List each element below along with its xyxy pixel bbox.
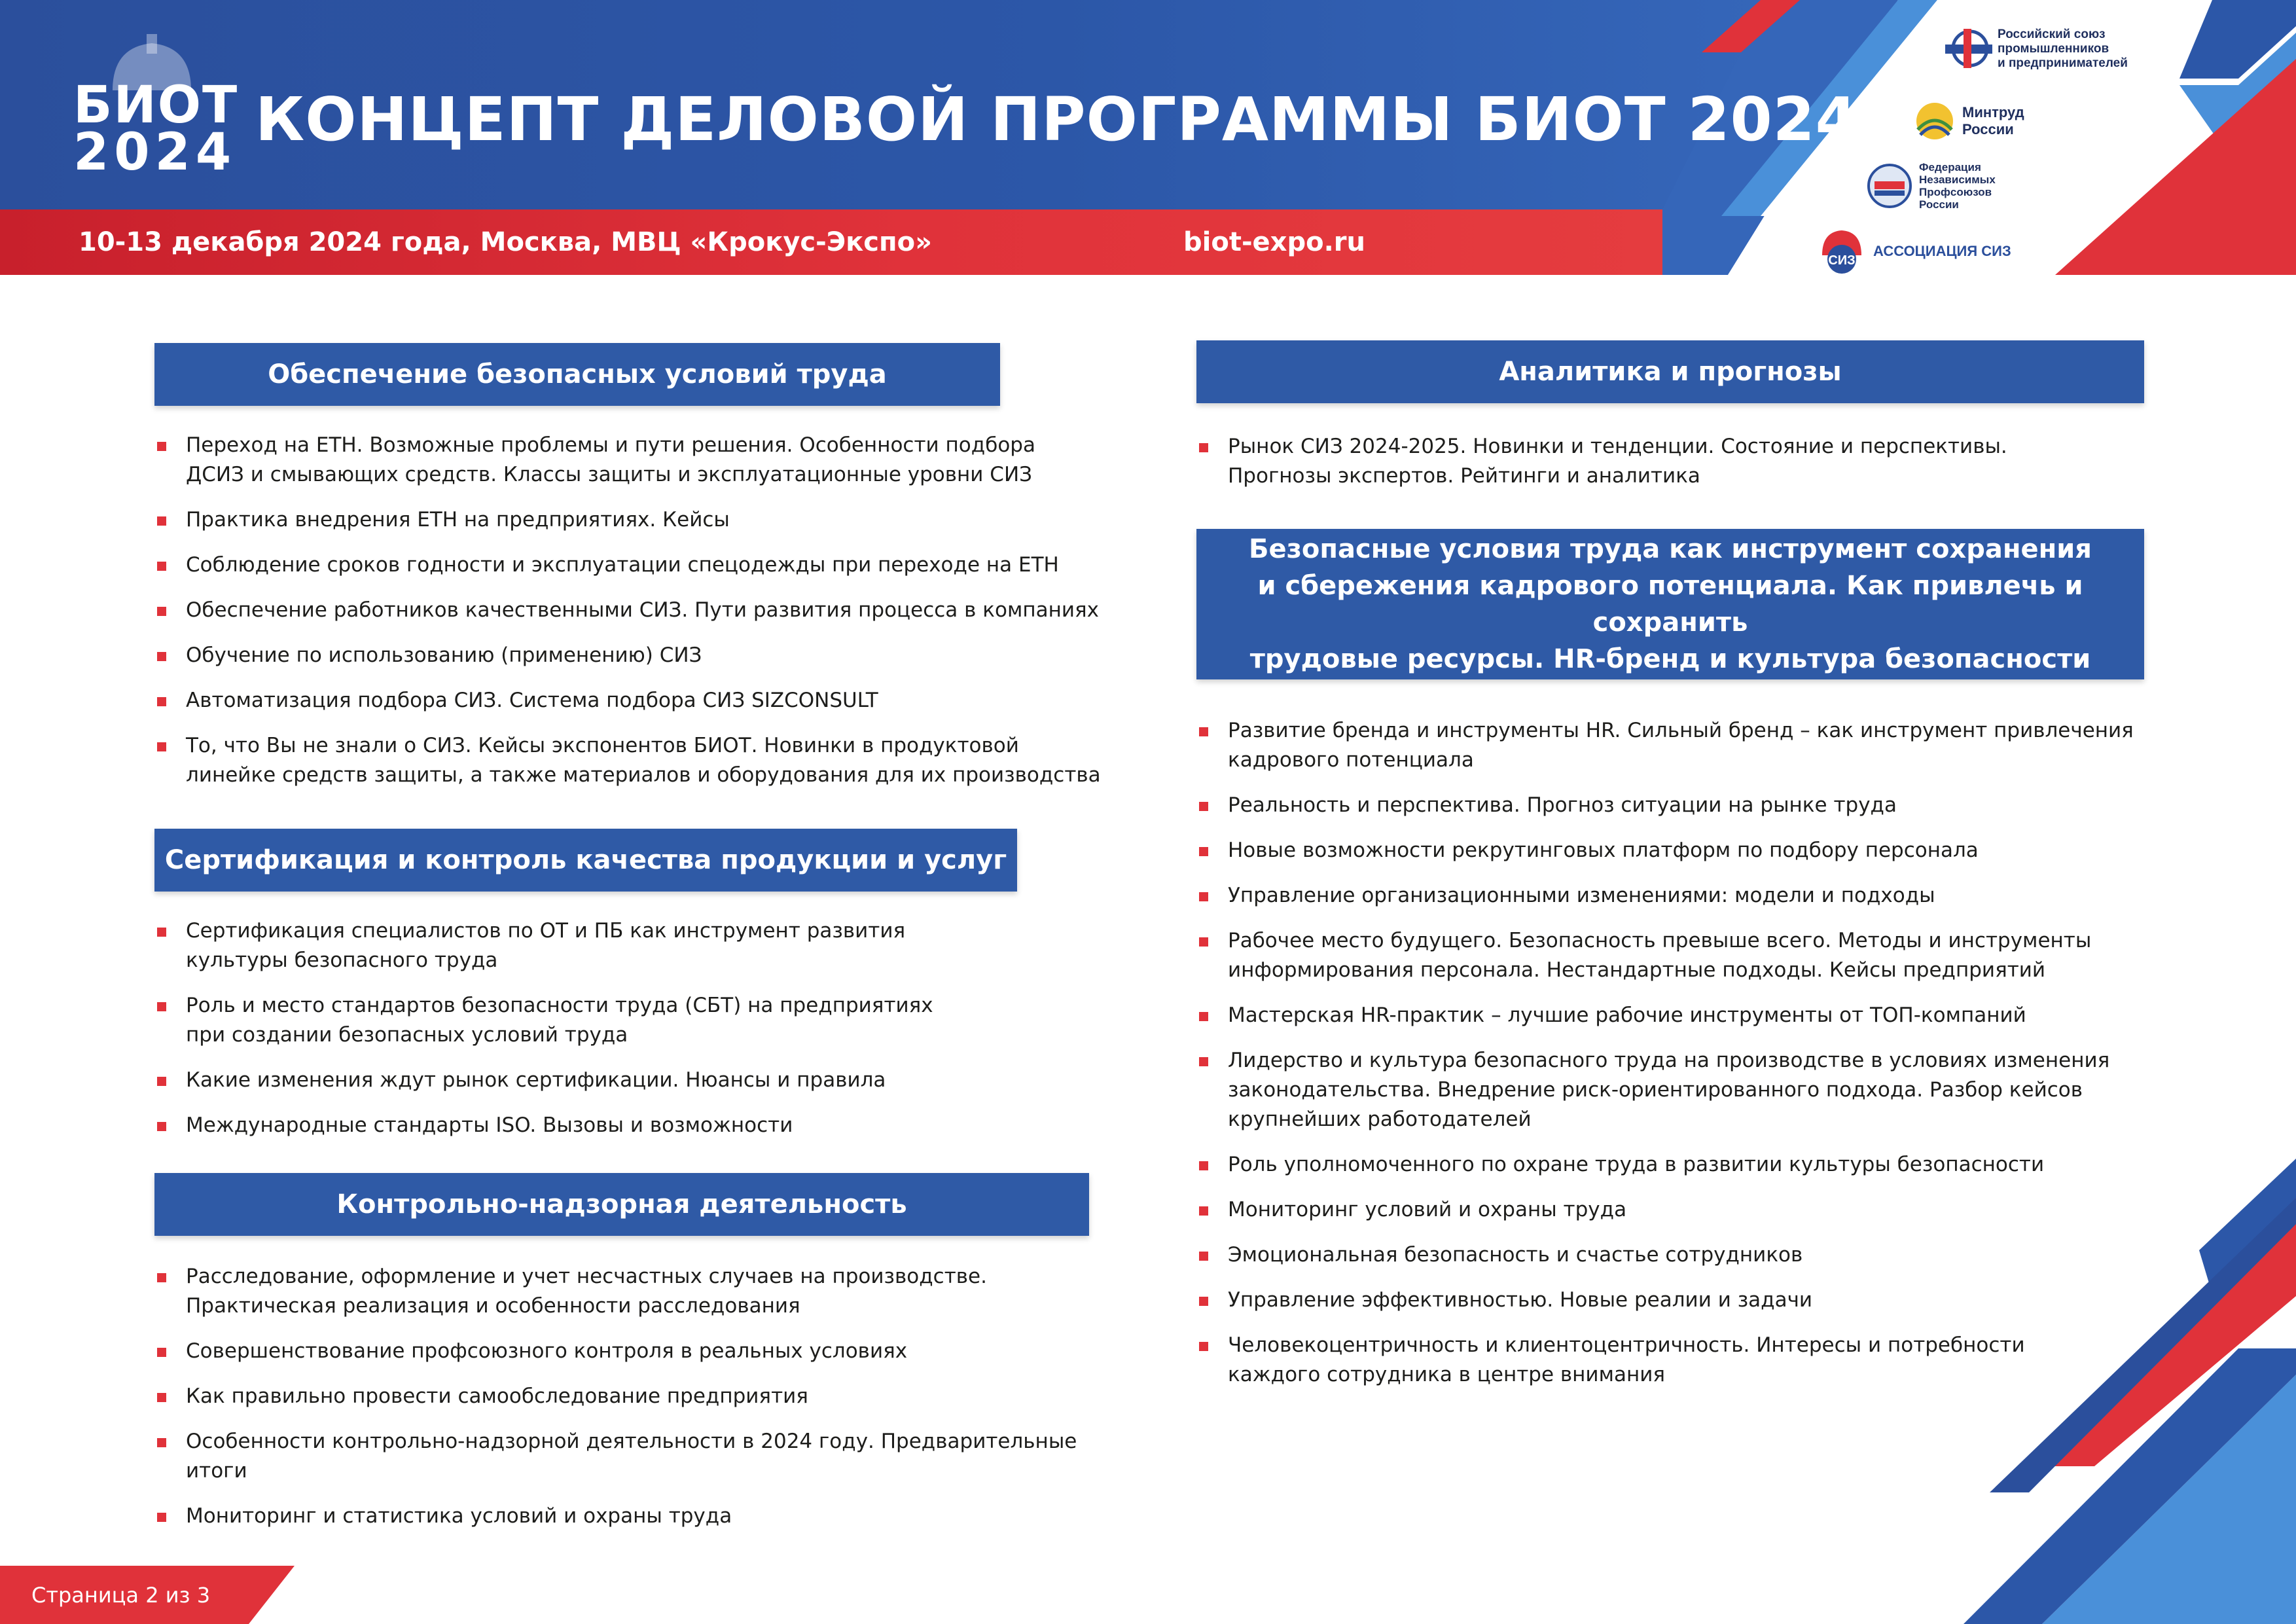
list-item: Человекоцентричность и клиентоцентричность. Интересы и потребности каждого сотрудника в центре внимания (1196, 1331, 2217, 1390)
bullet-icon (1199, 1161, 1208, 1170)
list-item: Рабочее место будущего. Безопасность превыше всего. Методы и инструменты информирования персонала. Нестандартные подходы. Кейсы предприятий (1196, 926, 2217, 985)
list-item: Особенности контрольно-надзорной деятельности в 2024 году. Предварительные итоги (154, 1427, 1136, 1486)
list-item: Международные стандарты ISO. Вызовы и возможности (154, 1111, 1136, 1140)
bullet-icon (1199, 727, 1208, 736)
section-heading-safe-conditions: Обеспечение безопасных условий труда (154, 343, 1000, 406)
corner-decorative-stripes (1964, 1100, 2296, 1624)
partner-name: Федерация Независимых Профсоюзов России (1919, 161, 1996, 211)
section-list-certification (154, 916, 1136, 1156)
list-item: Мониторинг и статистика условий и охраны труда (154, 1502, 1136, 1531)
svg-text:СИЗ: СИЗ (1828, 253, 1856, 268)
partner-fnpr (1865, 161, 1996, 211)
list-item: Обеспечение работников качественными СИЗ. Пути развития процесса в компаниях (154, 596, 1136, 625)
bullet-icon (157, 1077, 166, 1086)
event-details: 10-13 декабря 2024 года, Москва, МВЦ «Крокус-Экспо» (79, 227, 932, 257)
bullet-icon (157, 1438, 166, 1447)
bullet-icon (157, 516, 166, 526)
bullet-icon (1199, 1297, 1208, 1306)
fnpr-logo-icon (1865, 162, 1914, 210)
list-item: Управление организационными изменениями: модели и подходы (1196, 881, 2217, 911)
bullet-icon (157, 562, 166, 571)
partner-name: Российский союз промышленников и предпринимателей (1998, 27, 2128, 70)
list-item: Мастерская HR-практик – лучшие рабочие инструменты от ТОП-компаний (1196, 1001, 2217, 1030)
bullet-icon (1199, 1206, 1208, 1216)
list-item: Соблюдение сроков годности и эксплуатации спецодежды при переходе на ЕТН (154, 550, 1136, 580)
bullet-icon (157, 1513, 166, 1522)
page-title: КОНЦЕПТ ДЕЛОВОЙ ПРОГРАММЫ БИОТ 2024 (255, 84, 1858, 154)
bullet-icon (157, 652, 166, 661)
bullet-icon (157, 1348, 166, 1357)
list-item: Роль уполномоченного по охране труда в развитии культуры безопасности (1196, 1150, 2217, 1180)
logo-year: 2024 (73, 123, 237, 182)
section-heading-hr-brand: Безопасные условия труда как инструмент сохранения и сбережения кадрового потенциала. Как привлечь и сохранить трудовые ресурсы. HR-бренд и культура безопасности (1196, 529, 2144, 679)
siz-association-logo-icon (1817, 226, 1867, 276)
bullet-icon (1199, 1342, 1208, 1351)
bullet-icon (1199, 443, 1208, 452)
bullet-icon (1199, 892, 1208, 901)
list-item: Расследование, оформление и учет несчастных случаев на производстве. Практическая реализация и особенности расследования (154, 1262, 1136, 1321)
bullet-icon (157, 607, 166, 616)
bullet-icon (1199, 1057, 1208, 1066)
logo-title: БИОТ (73, 76, 239, 135)
list-item: Лидерство и культура безопасного труда на производстве в условиях изменения законодательства. Внедрение риск-ориентированного подхода. Разбор кейсов крупнейших работодателей (1196, 1046, 2217, 1134)
list-item: Рынок СИЗ 2024-2025. Новинки и тенденции. Состояние и перспективы. Прогнозы экспертов. Рейтинги и аналитика (1196, 432, 2217, 491)
list-item: Эмоциональная безопасность и счастье сотрудников (1196, 1240, 2217, 1270)
page-number: Страница 2 из 3 (31, 1583, 211, 1608)
bullet-icon (157, 742, 166, 751)
bullet-icon (157, 697, 166, 706)
list-item: Переход на ЕТН. Возможные проблемы и пути решения. Особенности подбора ДСИЗ и смывающих средств. Классы защиты и эксплуатационные уровни СИЗ (154, 431, 1136, 490)
bullet-icon (157, 1273, 166, 1282)
section-heading-certification: Сертификация и контроль качества продукции и услуг (154, 829, 1017, 892)
list-item: Автоматизация подбора СИЗ. Система подбора СИЗ SIZCONSULT (154, 686, 1136, 715)
mintrud-logo-icon (1914, 98, 1956, 144)
section-list-safe-conditions (154, 431, 1136, 806)
bullet-icon (157, 1393, 166, 1402)
list-item: Роль и место стандартов безопасности труда (СБТ) на предприятиях при создании безопасных условий труда (154, 991, 1136, 1050)
bullet-icon (1199, 847, 1208, 856)
bullet-icon (1199, 937, 1208, 947)
list-item: Новые возможности рекрутинговых платформ по подбору персонала (1196, 836, 2217, 865)
bullet-icon (157, 1122, 166, 1131)
section-list-supervision (154, 1262, 1136, 1547)
section-heading-supervision: Контрольно-надзорная деятельность (154, 1173, 1089, 1236)
list-item: Управление эффективностью. Новые реалии и задачи (1196, 1286, 2217, 1315)
list-item: Мониторинг условий и охраны труда (1196, 1195, 2217, 1225)
biot-logo (73, 27, 239, 185)
partner-name: АССОЦИАЦИЯ СИЗ (1873, 243, 2011, 259)
section-heading-analytics: Аналитика и прогнозы (1196, 340, 2144, 403)
site-link[interactable]: biot-expo.ru (1183, 227, 1365, 257)
partner-mintrud (1914, 98, 2024, 144)
list-item: Совершенствование профсоюзного контроля в реальных условиях (154, 1337, 1136, 1366)
list-item: Практика внедрения ЕТН на предприятиях. Кейсы (154, 505, 1136, 535)
list-item: Развитие бренда и инструменты HR. Сильный бренд – как инструмент привлечения кадрового потенциала (1196, 716, 2217, 775)
rspp-logo-icon (1944, 26, 1994, 72)
section-list-analytics (1196, 432, 2217, 507)
list-item: То, что Вы не знали о СИЗ. Кейсы экспонентов БИОТ. Новинки в продуктовой линейке средств защиты, а также материалов и оборудования для их производства (154, 731, 1136, 790)
partner-name: Минтруд России (1962, 104, 2024, 137)
partner-rspp (1944, 26, 2128, 72)
bullet-icon (1199, 802, 1208, 811)
list-item: Реальность и перспектива. Прогноз ситуации на рынке труда (1196, 791, 2217, 820)
partner-siz-association (1817, 226, 2011, 276)
bullet-icon (157, 442, 166, 451)
bullet-icon (1199, 1012, 1208, 1021)
list-item: Как правильно провести самообследование предприятия (154, 1382, 1136, 1411)
bullet-icon (157, 928, 166, 937)
bullet-icon (157, 1002, 166, 1011)
list-item: Какие изменения ждут рынок сертификации. Нюансы и правила (154, 1066, 1136, 1095)
list-item: Сертификация специалистов по ОТ и ПБ как инструмент развития культуры безопасного труда (154, 916, 1136, 975)
bullet-icon (1199, 1252, 1208, 1261)
list-item: Обучение по использованию (применению) СИЗ (154, 641, 1136, 670)
